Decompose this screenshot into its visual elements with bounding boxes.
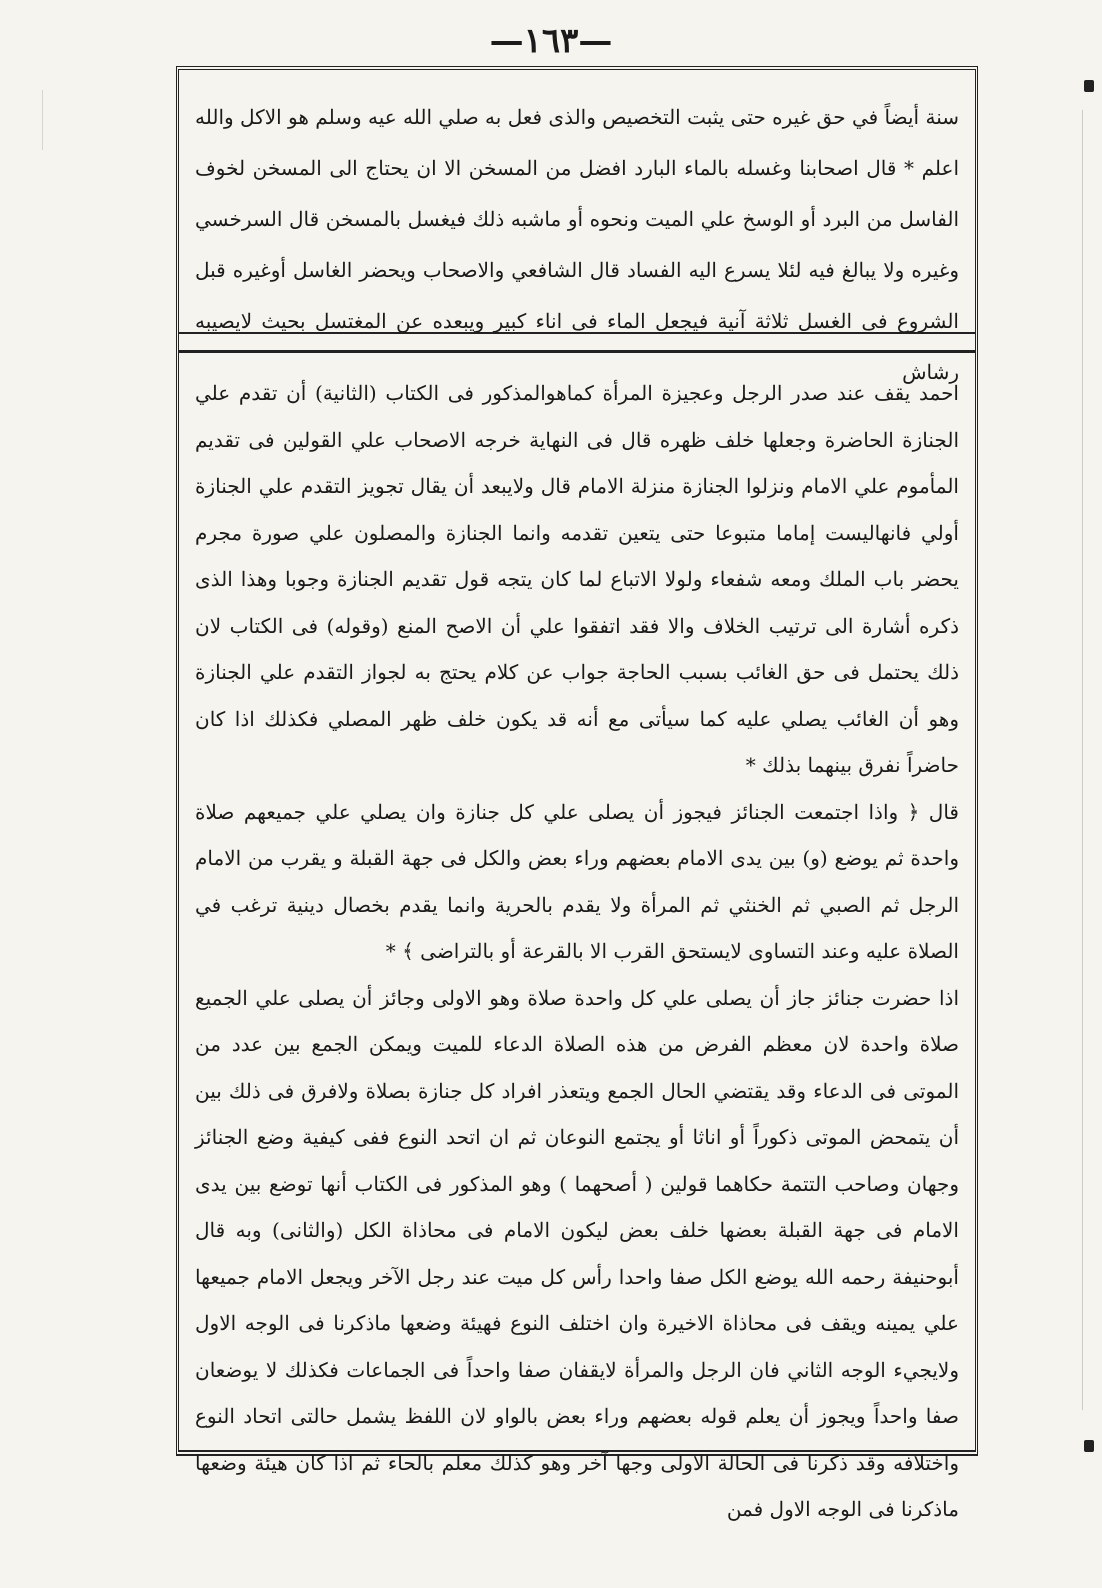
margin-ink-mark <box>1084 80 1094 92</box>
text-frame <box>176 66 978 1521</box>
margin-ink-mark <box>1084 1440 1094 1452</box>
main-text: سنة أيضاً في حق غيره حتى يثبت التخصيص والذى فعل به صلي الله عيه وسلم هو الاكل والله اعلم * قال اصحابنا وغسله بالماء البارد افضل من المسخن الا ان يحتاج الى المسخن لخوف الفاسل من البرد أو الوسخ علي الميت ونحوه أو ماشبه ذلك فيغسل بالمسخن قال السرخسي وغيره ولا يبالغ فيه لئلا يسرع اليه الفساد قال الشافعي والاصحاب ويحضر الغاسل أوغيره قبل الشروع فى الغسل ثلاثة آنية فيجعل الماء فى اناء كبير ويبعده عن المغتسل بحيث لايصيبه رشاش <box>195 105 960 384</box>
section-divider <box>179 332 975 334</box>
commentary-paragraph: اذا حضرت جنائز جاز أن يصلى علي كل واحدة صلاة وهو الاولى وجائز أن يصلى علي الجميع صلاة واحدة لان معظم الفرض من هذه الصلاة الدعاء للميت ويمكن الجمع بين عدد من الموتى فى الدعاء وقد يقتضي الحال الجمع ويتعذر افراد كل جنازة بصلاة ولافرق فى ذلك بين أن يتمحض الموتى ذكوراً أو اناثا أو يجتمع النوعان ثم ان اتحد النوع ففى كيفية وضع الجنائز وجهان وصاحب التتمة حكاهما قولين ( أصحهما ) وهو المذكور فى الكتاب أنها توضع بين يدى الامام فى جهة القبلة بعضها خلف بعض ليكون الامام فى محاذاة الكل (والثانى) وبه قال أبوحنيفة رحمه الله يوضع الكل صفا واحدا رأس كل ميت عند رجل الآخر ويجعل الامام جميعها علي يمينه ويقف فى محاذاة الاخيرة وان اختلف النوع فهيئة وضعها ماذكرنا فى الوجه الاول ولايجيء الوجه الثاني فان الرجل والمرأة لايقفان صفا واحداً فى الجماعات فكذلك لا يوضعان صفا واحداً ويجوز أن يعلم قوله بعضهم وراء بعض بالواو لان اللفظ يشمل حالتى اتحاد النوع واختلافه وقد ذكرنا فى الحالة الاولى وجها آخر وهو كذلك معلم بالحاء ثم اذا كان هيئة وضعها ماذكرنا فى الوجه الاول فمن <box>195 985 959 1521</box>
commentary-paragraph: احمد يقف عند صدر الرجل وعجيزة المرأة كماهوالمذكور فى الكتاب (الثانية) أن تقدم علي الجنازة الحاضرة وجعلها خلف ظهره قال فى النهاية خرجه الاصحاب علي القولين فى تقديم المأموم علي الامام ونزلوا الجنازة منزلة الامام قال ولايبعد أن يقال تجويز التقدم علي الجنازة أولي فانهاليست إماما متبوعا حتى يتعين تقدمه وانما الجنازة والمصلون علي صورة مجرم يحضر باب الملك ومعه شفعاء ولولا الاتباع لما كان يتجه قول تقديم الجنازة وجوبا وهذا الذى ذكره أشارة الى ترتيب الخلاف والا فقد اتفقوا علي أن الاصح المنع (وقوله) فى الكتاب لان ذلك يحتمل فى حق الغائب بسبب الحاجة جواب عن كلام يحتج به لجواز التقدم علي الجنازة وهو أن الغائب يصلي عليه كما سيأتى مع أنه قد يكون خلف ظهر المصلي فكذلك اذا كان حاضراً نفرق بينهما بذلك * <box>195 381 959 777</box>
section-divider <box>179 350 975 353</box>
commentary-text <box>195 370 959 1533</box>
page-edge-shadow <box>1082 110 1083 1410</box>
commentary-paragraph: قال ﴿ واذا اجتمعت الجنائز فيجوز أن يصلى علي كل جنازة وان يصلي علي جميعهم صلاة واحدة ثم يوضع (و) بين يدى الامام بعضهم وراء بعض والكل فى جهة القبلة و يقرب من الامام الرجل ثم الصبي ثم الخنثي ثم المرأة ولا يقدم بالحرية وانما يقدم بخصال دينية ترغب في الصلاة عليه وعند التساوى لايستحق القرب الا بالقرعة أو بالتراضى ﴾ * <box>195 799 959 963</box>
page-number: —١٦٣— <box>489 21 613 61</box>
paper-crease <box>42 90 43 150</box>
